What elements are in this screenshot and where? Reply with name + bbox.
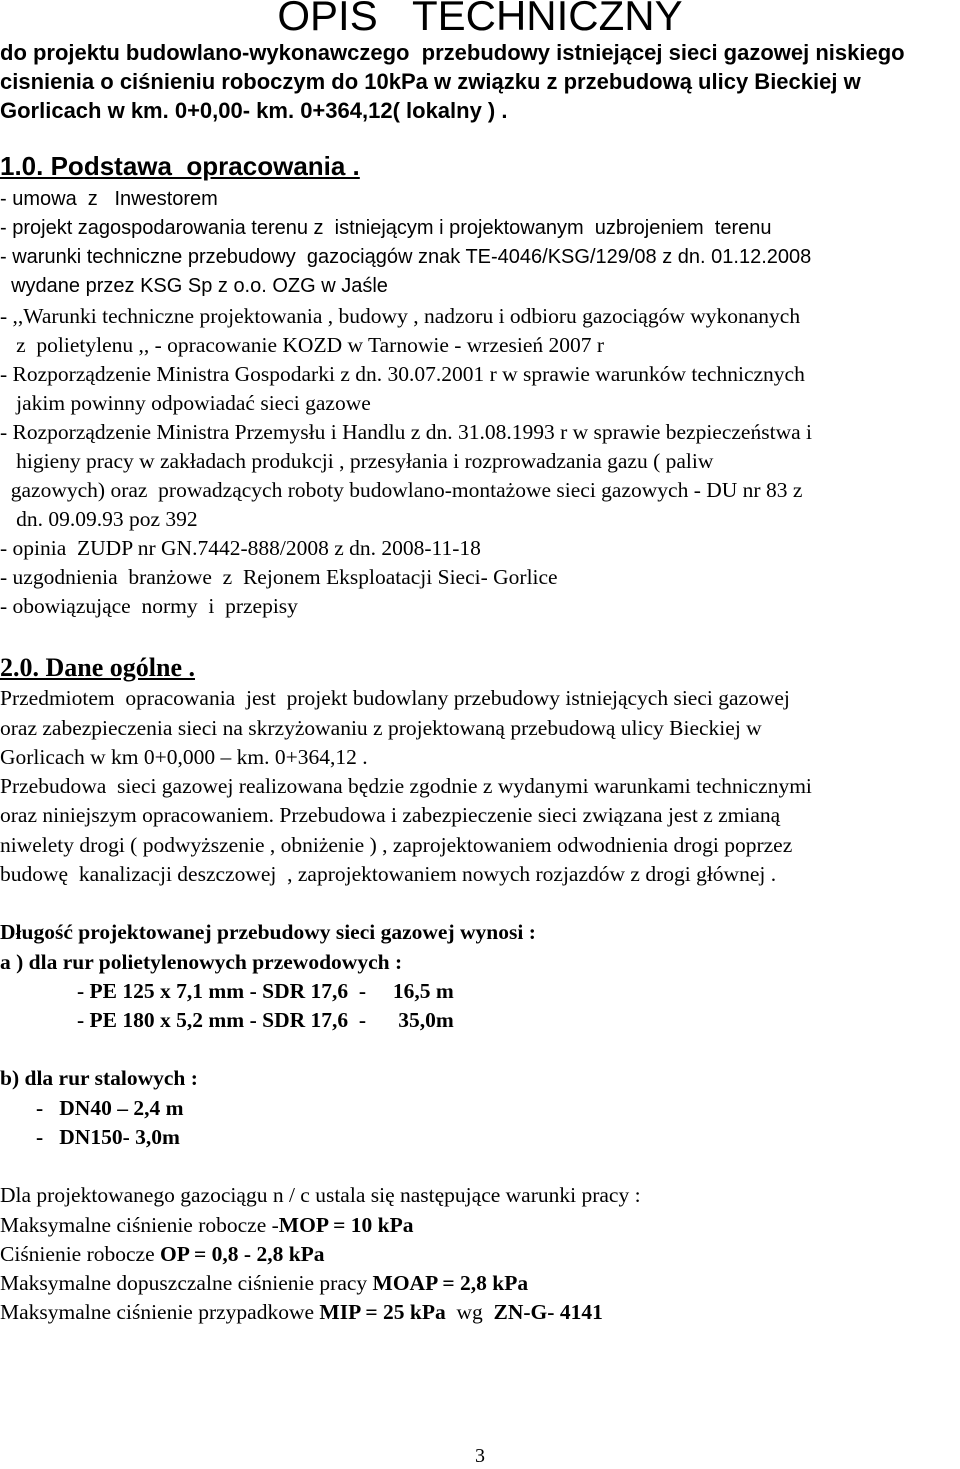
list-item: - opinia ZUDP nr GN.7442-888/2008 z dn. 2008-11-18 bbox=[0, 536, 481, 560]
condition-row bbox=[0, 1271, 528, 1296]
condition-standard: ZN-G- 4141 bbox=[493, 1300, 603, 1324]
condition-label: Ciśnienie robocze bbox=[0, 1242, 161, 1266]
condition-row bbox=[0, 1213, 413, 1238]
steel-item: - DN150- 3,0m bbox=[36, 1125, 180, 1149]
condition-label: Maksymalne ciśnienie przypadkowe bbox=[0, 1300, 320, 1324]
list-item: dn. 09.09.93 poz 392 bbox=[0, 507, 198, 531]
condition-value: MOP = 10 kPa bbox=[278, 1213, 414, 1237]
list-item: higieny pracy w zakładach produkcji , przesyłania i rozprowadzania gazu ( paliw bbox=[0, 449, 714, 473]
list-item: jakim powinny odpowiadać sieci gazowe bbox=[0, 391, 371, 415]
condition-value: MOAP = 2,8 kPa bbox=[372, 1271, 529, 1295]
list-item: - obowiązujące normy i przepisy bbox=[0, 594, 298, 618]
section-heading: 1.0. Podstawa opracowania . bbox=[0, 151, 360, 181]
paragraph-line: Przedmiotem opracowania jest projekt budowlany przebudowy istniejących sieci gazowej bbox=[0, 686, 790, 710]
condition-row bbox=[0, 1242, 325, 1267]
subtitle-line: cisnienia o ciśnieniu roboczym do 10kPa w związku z przebudową ulicy Bieckiej w bbox=[0, 69, 861, 94]
steel-heading: b) dla rur stalowych : bbox=[0, 1066, 198, 1090]
paragraph-line: Przebudowa sieci gazowej realizowana będzie zgodnie z wydanymi warunkami technicznymi bbox=[0, 774, 812, 798]
steel-item: - DN40 – 2,4 m bbox=[36, 1096, 184, 1120]
list-item: - umowa z Inwestorem bbox=[0, 188, 218, 210]
conditions-intro: Dla projektowanego gazociągu n / c ustala się następujące warunki pracy : bbox=[0, 1183, 641, 1207]
pe-item: - PE 125 x 7,1 mm - SDR 17,6 - 16,5 m bbox=[77, 979, 454, 1003]
list-item: - ,,Warunki techniczne projektowania , budowy , nadzoru i odbioru gazociągów wykonanych bbox=[0, 304, 801, 328]
condition-label: Maksymalne ciśnienie robocze - bbox=[0, 1213, 279, 1237]
list-item: - projekt zagospodarowania terenu z istniejącym i projektowanym uzbrojeniem terenu bbox=[0, 217, 772, 239]
condition-value: OP = 0,8 - 2,8 kPa bbox=[160, 1242, 325, 1266]
document-title: OPIS TECHNICZNY bbox=[277, 0, 683, 39]
paragraph-line: budowę kanalizacji deszczowej , zaprojektowaniem nowych rozjazdów z drogi głównej . bbox=[0, 862, 777, 886]
list-item: - warunki techniczne przebudowy gazociągów znak TE-4046/KSG/129/08 z dn. 01.12.2008 bbox=[0, 246, 812, 268]
list-item: z polietylenu ,, - opracowanie KOZD w Tarnowie - wrzesień 2007 r bbox=[0, 333, 605, 357]
list-item: - Rozporządzenie Ministra Gospodarki z dn. 30.07.2001 r w sprawie warunków technicznych bbox=[0, 362, 805, 386]
list-item: - Rozporządzenie Ministra Przemysłu i Handlu z dn. 31.08.1993 r w sprawie bezpieczeństwa i bbox=[0, 420, 812, 444]
paragraph-line: niwelety drogi ( podwyższenie , obniżenie ) , zaprojektowaniem odwodnienia drogi poprzez bbox=[0, 833, 793, 857]
condition-label: Maksymalne dopuszczalne ciśnienie pracy bbox=[0, 1271, 373, 1295]
subtitle-line: Gorlicach w km. 0+0,00- km. 0+364,12( lokalny ) . bbox=[0, 98, 508, 123]
pe-item: - PE 180 x 5,2 mm - SDR 17,6 - 35,0m bbox=[77, 1008, 454, 1032]
condition-value: MIP = 25 kPa bbox=[319, 1300, 446, 1324]
condition-row bbox=[0, 1300, 603, 1325]
length-heading: Długość projektowanej przebudowy sieci gazowej wynosi : bbox=[0, 920, 536, 944]
paragraph-line: oraz niniejszym opracowaniem. Przebudowa i zabezpieczenie sieci związana jest z zmianą bbox=[0, 803, 781, 827]
pe-heading: a ) dla rur polietylenowych przewodowych : bbox=[0, 950, 403, 974]
list-item: - uzgodnienia branżowe z Rejonem Eksploatacji Sieci- Gorlice bbox=[0, 565, 558, 589]
paragraph-line: Gorlicach w km 0+0,000 – km. 0+364,12 . bbox=[0, 745, 368, 769]
subtitle-line: do projektu budowlano-wykonawczego przebudowy istniejącej sieci gazowej niskiego bbox=[0, 40, 905, 65]
paragraph-line: oraz zabezpieczenia sieci na skrzyżowaniu z projektowaną przebudową ulicy Bieckiej w bbox=[0, 716, 762, 740]
section-heading: 2.0. Dane ogólne . bbox=[0, 653, 195, 682]
list-item: gazowych) oraz prowadzących roboty budowlano-montażowe sieci gazowych - DU nr 83 z bbox=[0, 478, 803, 502]
page-number: 3 bbox=[475, 1445, 485, 1467]
list-item: wydane przez KSG Sp z o.o. OZG w Jaśle bbox=[0, 275, 388, 297]
condition-extra: wg bbox=[445, 1300, 494, 1324]
